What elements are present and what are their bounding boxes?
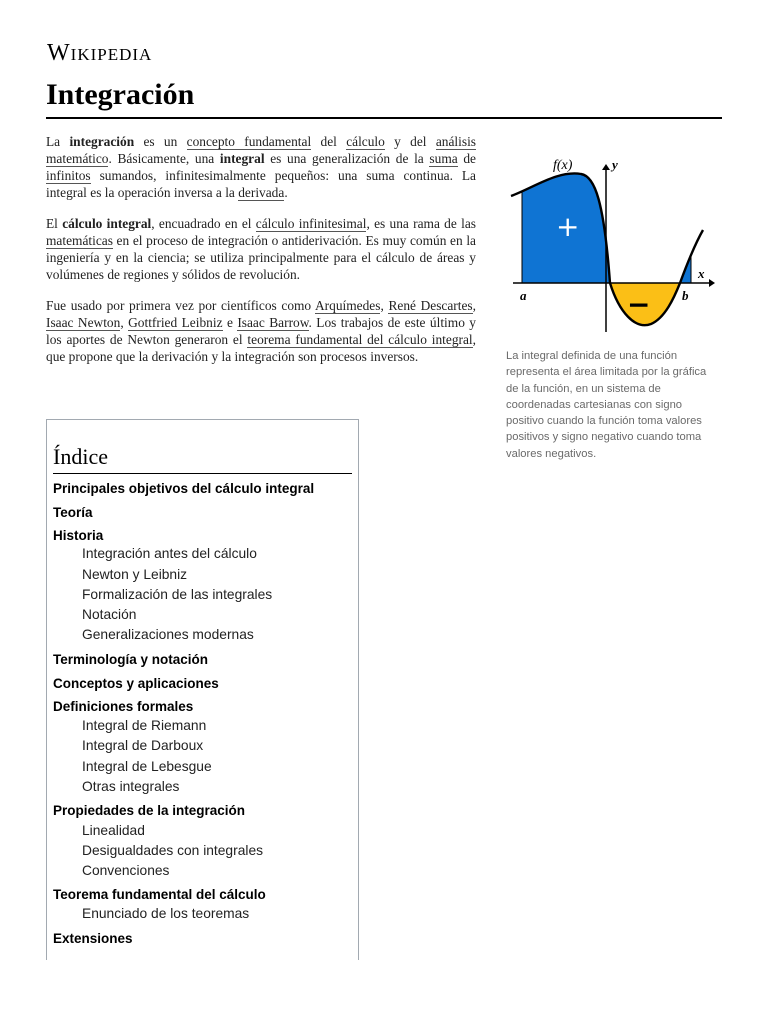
bold-term: integración bbox=[69, 134, 135, 149]
link-isaac-newton[interactable]: Isaac Newton bbox=[46, 315, 121, 330]
link-suma[interactable]: suma bbox=[429, 151, 458, 166]
toc-item[interactable]: Extensiones bbox=[53, 931, 133, 946]
y-axis-arrow bbox=[602, 164, 610, 170]
text: sumandos, infinitesimalmente pequeños: una suma continua. La integral es la operación inversa a la bbox=[46, 168, 476, 200]
text: La bbox=[46, 134, 70, 149]
link-calculo[interactable]: cálculo bbox=[346, 134, 385, 149]
link-derivada[interactable]: derivada bbox=[238, 185, 285, 200]
toc-item[interactable]: Generalizaciones modernas bbox=[82, 627, 254, 642]
toc-item[interactable]: Integración antes del cálculo bbox=[82, 546, 257, 561]
a-label: a bbox=[520, 288, 527, 303]
title-divider bbox=[46, 117, 722, 119]
text: en el proceso de integración o antiderivación. Es muy común en la ingeniería y en la ciencia; se utiliza principalmente para el cálculo de áreas y volúmenes de regiones y sólidos de revolución. bbox=[46, 233, 476, 282]
toc-item[interactable]: Linealidad bbox=[82, 823, 145, 838]
toc-title: Índice bbox=[53, 444, 108, 469]
text: e bbox=[222, 315, 238, 330]
text: , que propone que la derivación y la integración son procesos inversos. bbox=[46, 332, 477, 364]
text: , bbox=[472, 298, 476, 313]
toc-item[interactable]: Definiciones formales bbox=[53, 699, 194, 714]
toc-item[interactable]: Historia bbox=[53, 528, 104, 543]
text: . bbox=[284, 185, 288, 200]
article-body bbox=[46, 133, 476, 379]
text: de bbox=[457, 151, 476, 166]
minus-sign: − bbox=[627, 288, 651, 321]
text: , bbox=[120, 315, 129, 330]
text: y del bbox=[384, 134, 436, 149]
intro-paragraph bbox=[46, 133, 476, 201]
link-arquimedes[interactable]: Arquímedes bbox=[315, 298, 381, 313]
wikipedia-logo[interactable]: Wikipedia bbox=[47, 40, 153, 66]
text: . Básicamente, una bbox=[108, 151, 220, 166]
toc-item[interactable]: Otras integrales bbox=[82, 779, 180, 794]
toc-item[interactable]: Integral de Lebesgue bbox=[82, 759, 212, 774]
toc-divider bbox=[53, 473, 352, 474]
toc-item[interactable]: Notación bbox=[82, 607, 137, 622]
toc-item[interactable]: Propiedades de la integración bbox=[53, 803, 246, 818]
page-title: Integración bbox=[46, 78, 195, 111]
text: , es una rama de las bbox=[366, 216, 476, 231]
link-analisis-matematico[interactable]: análisis matemático bbox=[46, 134, 477, 166]
figure-caption: La integral definida de una función representa el área limitada por la gráfica de la función, en un sistema de coordenadas cartesianas con signo positivo cuando la función toma valores positivos y signo negativo cuando toma valores negativos. bbox=[506, 350, 707, 460]
toc-item[interactable]: Principales objetivos del cálculo integral bbox=[53, 481, 315, 496]
toc-item[interactable]: Teoría bbox=[53, 505, 93, 520]
bold-term: integral bbox=[219, 151, 265, 166]
link-calculo-infinitesimal[interactable]: cálculo infinitesimal bbox=[255, 216, 367, 231]
text: , encuadrado en el bbox=[151, 216, 256, 231]
link-matematicas[interactable]: matemáticas bbox=[46, 233, 113, 248]
toc-item[interactable]: Terminología y notación bbox=[53, 652, 209, 667]
toc-item[interactable]: Conceptos y aplicaciones bbox=[53, 676, 219, 691]
text: es una generalización de la bbox=[264, 151, 430, 166]
link-rene-descartes[interactable]: René Descartes bbox=[388, 298, 473, 313]
y-label: y bbox=[612, 157, 618, 172]
toc-item[interactable]: Integral de Darboux bbox=[82, 738, 204, 753]
link-gottfried-leibniz[interactable]: Gottfried Leibniz bbox=[128, 315, 223, 330]
text: Fue usado por primera vez por científicos como bbox=[46, 298, 316, 313]
toc-item[interactable]: Convenciones bbox=[82, 863, 170, 878]
text: . Los trabajos de este último y los aportes de Newton generaron el bbox=[46, 315, 477, 347]
third-paragraph bbox=[46, 297, 476, 365]
link-teorema-fundamental[interactable]: teorema fundamental del cálculo integral bbox=[247, 332, 473, 347]
text: , bbox=[380, 298, 389, 313]
fx-label: f(x) bbox=[553, 158, 573, 173]
text: es un bbox=[134, 134, 187, 149]
plus-sign: + bbox=[556, 210, 580, 243]
second-paragraph bbox=[46, 215, 476, 283]
bold-term: cálculo integral bbox=[62, 216, 152, 231]
toc-item[interactable]: Newton y Leibniz bbox=[82, 567, 188, 582]
b-label: b bbox=[682, 288, 689, 303]
text: El bbox=[46, 216, 63, 231]
link-infinitos[interactable]: infinitos bbox=[46, 168, 91, 183]
x-axis-arrow bbox=[709, 279, 715, 287]
link-isaac-barrow[interactable]: Isaac Barrow bbox=[237, 315, 309, 330]
toc-item[interactable]: Enunciado de los teoremas bbox=[82, 906, 250, 921]
table-of-contents bbox=[46, 419, 359, 960]
integral-figure[interactable] bbox=[503, 152, 717, 336]
x-label: x bbox=[698, 266, 705, 281]
text: del bbox=[311, 134, 347, 149]
toc-item[interactable]: Integral de Riemann bbox=[82, 718, 207, 733]
toc-item[interactable]: Desigualdades con integrales bbox=[82, 843, 264, 858]
toc-item[interactable]: Formalización de las integrales bbox=[82, 587, 273, 602]
toc-item[interactable]: Teorema fundamental del cálculo bbox=[53, 887, 266, 902]
link-concepto-fundamental[interactable]: concepto fundamental bbox=[186, 134, 312, 149]
integral-graph bbox=[503, 152, 717, 336]
